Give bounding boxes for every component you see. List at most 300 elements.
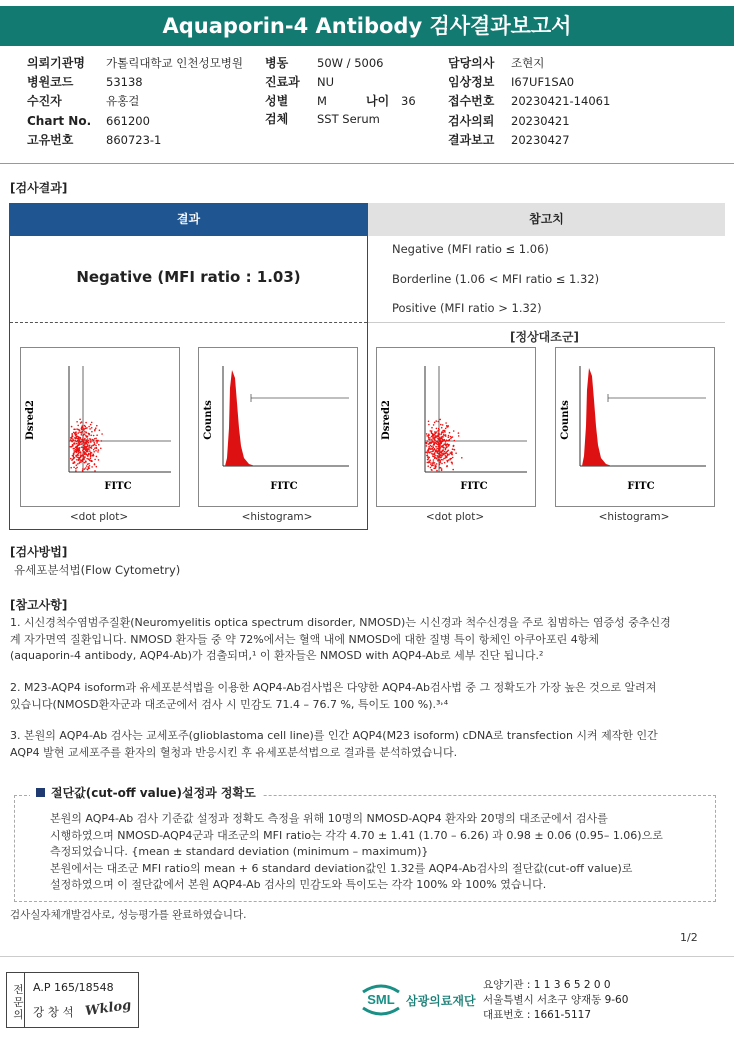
label-institution: 의뢰기관명 bbox=[27, 56, 85, 70]
plot1-caption: <dot plot> bbox=[69, 511, 129, 523]
scatter-dot bbox=[426, 452, 428, 454]
value-report-date: 20230427 bbox=[511, 133, 570, 147]
scatter-dot bbox=[437, 434, 439, 436]
scatter-dot bbox=[90, 424, 92, 426]
scatter-dot bbox=[74, 433, 76, 435]
scatter-dot bbox=[87, 444, 89, 446]
cutoff-text bbox=[50, 811, 710, 894]
scatter-dot bbox=[427, 465, 429, 467]
scatter-dot bbox=[94, 470, 96, 472]
scatter-dot bbox=[76, 467, 78, 469]
scatter-dot bbox=[76, 464, 78, 466]
scatter-dot bbox=[83, 448, 85, 450]
scatter-dot bbox=[438, 432, 440, 434]
label-age: 나이 bbox=[366, 94, 390, 108]
scatter-dot bbox=[434, 438, 436, 440]
scatter-dot bbox=[86, 458, 88, 460]
scatter-dot bbox=[428, 424, 430, 426]
scatter-dot bbox=[91, 445, 93, 447]
org-info bbox=[483, 978, 628, 1023]
scatter-dot bbox=[83, 455, 85, 457]
scatter-dot bbox=[83, 441, 85, 443]
scatter-dot bbox=[94, 464, 96, 466]
scatter-dot bbox=[101, 433, 103, 435]
scatter-dot bbox=[445, 428, 447, 430]
scatter-dot bbox=[431, 442, 433, 444]
scatter-dot bbox=[82, 428, 84, 430]
scatter-dot bbox=[454, 440, 456, 442]
scatter-dot bbox=[93, 455, 95, 457]
scatter-dot bbox=[100, 448, 102, 450]
scatter-dot bbox=[447, 440, 449, 442]
scatter-dot bbox=[443, 449, 445, 451]
scatter-dot bbox=[433, 424, 435, 426]
scatter-dot bbox=[83, 459, 85, 461]
plot2-xlabel: FITC bbox=[270, 481, 298, 492]
scatter-dot bbox=[437, 459, 439, 461]
doctor-name: 강 창 석 bbox=[33, 1005, 74, 1019]
scatter-dot bbox=[75, 449, 77, 451]
cutoff-line-5: 설정하였으며 이 절단값에서 본원 AQP4-Ab 검사의 민감도와 특이도는 각각 100% 와 100% 였습니다. bbox=[50, 878, 547, 891]
scatter-dot bbox=[76, 446, 78, 448]
scatter-dot bbox=[94, 438, 96, 440]
label-department: 진료과 bbox=[265, 75, 300, 89]
scatter-dot bbox=[434, 453, 436, 455]
scatter-dot bbox=[442, 424, 444, 426]
scatter-dot bbox=[435, 432, 437, 434]
scatter-dot bbox=[436, 458, 438, 460]
scatter-dot bbox=[77, 454, 79, 456]
scatter-dot bbox=[430, 463, 432, 465]
scatter-dot bbox=[426, 433, 428, 435]
scatter-dot bbox=[91, 452, 93, 454]
scatter-dot bbox=[84, 439, 86, 441]
scatter-dot bbox=[84, 425, 86, 427]
value-department: NU bbox=[317, 75, 335, 89]
scatter-dot bbox=[447, 450, 449, 452]
note-1-line-2: 계 자가면역 질환입니다. NMOSD 환자들 중 약 72%에서는 혈액 내에 NMOSD에 대한 질병 특이 항체인 아쿠아포린 4항체 bbox=[10, 632, 599, 646]
label-report-date: 결과보고 bbox=[448, 133, 495, 147]
scatter-dot bbox=[434, 456, 436, 458]
scatter-dot bbox=[98, 459, 100, 461]
scatter-dot bbox=[96, 466, 98, 468]
label-patient: 수진자 bbox=[27, 94, 62, 108]
scatter-dot bbox=[437, 421, 439, 423]
header-divider bbox=[0, 163, 734, 164]
scatter-dot bbox=[75, 431, 77, 433]
scatter-dot bbox=[90, 454, 92, 456]
scatter-dot bbox=[427, 456, 429, 458]
plot3-ylabel: Dsred2 bbox=[381, 400, 392, 440]
scatter-dot bbox=[451, 453, 453, 455]
note-paragraph-1 bbox=[10, 615, 725, 665]
scatter-dot bbox=[87, 441, 89, 443]
scatter-dot bbox=[431, 430, 433, 432]
scatter-dot bbox=[445, 449, 447, 451]
scatter-dot bbox=[78, 459, 80, 461]
result-value: Negative (MFI ratio : 1.03) bbox=[76, 268, 301, 286]
scatter-dot bbox=[74, 461, 76, 463]
scatter-dot bbox=[440, 455, 442, 457]
scatter-dot bbox=[436, 463, 438, 465]
cutoff-title-row bbox=[30, 784, 262, 801]
scatter-dot bbox=[440, 467, 442, 469]
scatter-dot bbox=[438, 442, 440, 444]
scatter-dot bbox=[80, 461, 82, 463]
scatter-dot bbox=[76, 459, 78, 461]
header-info bbox=[0, 55, 734, 150]
scatter-dot bbox=[90, 438, 92, 440]
scatter-dot bbox=[80, 451, 82, 453]
scatter-dot bbox=[78, 438, 80, 440]
patient-histogram bbox=[198, 347, 358, 507]
reference-header: 참고치 bbox=[368, 203, 725, 236]
scatter-dot bbox=[90, 456, 92, 458]
scatter-dot bbox=[88, 426, 90, 428]
scatter-dot bbox=[453, 430, 455, 432]
scatter-dot bbox=[71, 434, 73, 436]
cutoff-line-3: 측정되었습니다. {mean ± standard deviation (minimum – maximum)} bbox=[50, 845, 429, 858]
scatter-dot bbox=[435, 446, 437, 448]
scatter-dot bbox=[74, 451, 76, 453]
scatter-dot bbox=[95, 427, 97, 429]
scatter-dot bbox=[92, 454, 94, 456]
scatter-dot bbox=[88, 453, 90, 455]
scatter-dot bbox=[87, 469, 89, 471]
scatter-dot bbox=[438, 429, 440, 431]
scatter-dot bbox=[435, 440, 437, 442]
scatter-dot bbox=[428, 438, 430, 440]
scatter-dot bbox=[431, 440, 433, 442]
dot-cloud bbox=[425, 419, 462, 472]
value-clinical-info: I67UF1SA0 bbox=[511, 75, 575, 89]
scatter-dot bbox=[438, 439, 440, 441]
value-institution: 가톨릭대학교 인천성모병원 bbox=[106, 56, 243, 70]
scatter-dot bbox=[79, 431, 81, 433]
scatter-dot bbox=[94, 447, 96, 449]
control-histogram bbox=[555, 347, 715, 507]
scatter-dot bbox=[430, 467, 432, 469]
scatter-dot bbox=[431, 446, 433, 448]
scatter-dot bbox=[80, 460, 82, 462]
dot-plot-svg bbox=[21, 348, 179, 506]
stamp-vertical-label: 전문의 bbox=[7, 973, 25, 1027]
scatter-dot bbox=[436, 470, 438, 472]
scatter-dot bbox=[95, 450, 97, 452]
histogram-peak bbox=[225, 370, 255, 466]
value-patient: 유홍걸 bbox=[106, 94, 140, 108]
scatter-dot bbox=[89, 428, 91, 430]
scatter-dot bbox=[458, 432, 460, 434]
scatter-dot bbox=[78, 457, 80, 459]
scatter-dot bbox=[441, 436, 443, 438]
scatter-dot bbox=[91, 461, 93, 463]
scatter-dot bbox=[96, 456, 98, 458]
scatter-dot bbox=[84, 447, 86, 449]
scatter-dot bbox=[432, 463, 434, 465]
scatter-dot bbox=[85, 467, 87, 469]
notes-section-title: [참고사항] bbox=[10, 598, 68, 612]
scatter-dot bbox=[427, 462, 429, 464]
scatter-dot bbox=[78, 436, 80, 438]
scatter-dot bbox=[87, 438, 89, 440]
scatter-dot bbox=[455, 452, 457, 454]
scatter-dot bbox=[82, 431, 84, 433]
sml-logo bbox=[357, 982, 405, 1016]
scatter-dot bbox=[91, 466, 93, 468]
value-request-date: 20230421 bbox=[511, 114, 570, 128]
scatter-dot bbox=[98, 449, 100, 451]
scatter-dot bbox=[81, 434, 83, 436]
label-clinical-info: 임상정보 bbox=[448, 75, 495, 89]
scatter-dot bbox=[442, 436, 444, 438]
scatter-dot bbox=[435, 450, 437, 452]
square-bullet-icon bbox=[36, 788, 45, 797]
scatter-dot bbox=[426, 445, 428, 447]
scatter-dot bbox=[438, 456, 440, 458]
scatter-dot bbox=[80, 438, 82, 440]
scatter-dot bbox=[453, 449, 455, 451]
value-ward: 50W / 5006 bbox=[317, 56, 384, 70]
scatter-dot bbox=[82, 470, 84, 472]
label-doctor: 담당의사 bbox=[448, 56, 495, 70]
scatter-dot bbox=[76, 433, 78, 435]
scatter-dot bbox=[93, 449, 95, 451]
value-chart-no: 661200 bbox=[106, 114, 150, 128]
scatter-dot bbox=[428, 458, 430, 460]
scatter-dot bbox=[458, 435, 460, 437]
scatter-dot bbox=[70, 458, 72, 460]
scatter-dot bbox=[445, 455, 447, 457]
scatter-dot bbox=[428, 462, 430, 464]
label-specimen: 검체 bbox=[265, 112, 289, 126]
scatter-dot bbox=[443, 447, 445, 449]
plot4-caption: <histogram> bbox=[598, 511, 670, 523]
org-info-line-3: 대표번호 : 1661-5117 bbox=[483, 1009, 592, 1021]
org-info-line-2: 서울특별시 서초구 양재동 9-60 bbox=[483, 994, 629, 1006]
scatter-dot bbox=[79, 450, 81, 452]
scatter-dot bbox=[436, 435, 438, 437]
plot1-xlabel: FITC bbox=[104, 481, 132, 492]
scatter-dot bbox=[96, 442, 98, 444]
scatter-dot bbox=[434, 467, 436, 469]
scatter-dot bbox=[428, 449, 430, 451]
scatter-dot bbox=[434, 434, 436, 436]
scatter-dot bbox=[435, 465, 437, 467]
scatter-dot bbox=[83, 434, 85, 436]
scatter-dot bbox=[429, 459, 431, 461]
scatter-dot bbox=[428, 421, 430, 423]
scatter-dot bbox=[85, 454, 87, 456]
scatter-dot bbox=[84, 445, 86, 447]
scatter-dot bbox=[81, 426, 83, 428]
scatter-dot bbox=[79, 447, 81, 449]
scatter-dot bbox=[77, 448, 79, 450]
scatter-dot bbox=[441, 427, 443, 429]
scatter-dot bbox=[436, 448, 438, 450]
reference-divider bbox=[368, 322, 725, 323]
scatter-dot bbox=[432, 451, 434, 453]
scatter-dot bbox=[74, 442, 76, 444]
scatter-dot bbox=[448, 435, 450, 437]
scatter-dot bbox=[97, 440, 99, 442]
note-3-line-1: 3. 본원의 AQP4-Ab 검사는 교세포주(glioblastoma cell line)를 인간 AQP4(M23 isoform) cDNA로 transfection 시켜 제작한 인간 bbox=[10, 729, 658, 742]
scatter-dot bbox=[447, 454, 449, 456]
scatter-dot bbox=[448, 436, 450, 438]
scatter-dot bbox=[426, 455, 428, 457]
scatter-dot bbox=[441, 431, 443, 433]
scatter-dot bbox=[91, 431, 93, 433]
scatter-dot bbox=[434, 448, 436, 450]
scatter-dot bbox=[445, 442, 447, 444]
scatter-dot bbox=[84, 462, 86, 464]
scatter-dot bbox=[77, 440, 79, 442]
result-divider bbox=[10, 322, 367, 323]
value-doctor: 조현지 bbox=[511, 56, 545, 70]
scatter-dot bbox=[428, 443, 430, 445]
scatter-dot bbox=[76, 421, 78, 423]
scatter-dot bbox=[82, 468, 84, 470]
scatter-dot bbox=[78, 452, 80, 454]
histogram-svg bbox=[199, 348, 357, 506]
scatter-dot bbox=[435, 451, 437, 453]
plot2-ylabel: Counts bbox=[203, 400, 214, 440]
scatter-dot bbox=[439, 444, 441, 446]
scatter-dot bbox=[99, 430, 101, 432]
scatter-dot bbox=[72, 455, 74, 457]
scatter-dot bbox=[73, 453, 75, 455]
scatter-dot bbox=[434, 442, 436, 444]
scatter-dot bbox=[445, 422, 447, 424]
scatter-dot bbox=[77, 432, 79, 434]
scatter-dot bbox=[81, 446, 83, 448]
scatter-dot bbox=[86, 465, 88, 467]
scatter-dot bbox=[446, 465, 448, 467]
scatter-dot bbox=[96, 447, 98, 449]
plot2-caption: <histogram> bbox=[241, 511, 313, 523]
scatter-dot bbox=[445, 435, 447, 437]
scatter-dot bbox=[432, 449, 434, 451]
note-paragraph-3 bbox=[10, 728, 725, 761]
label-request-date: 검사의뢰 bbox=[448, 114, 495, 128]
scatter-dot bbox=[451, 458, 453, 460]
note-2-line-1: 2. M23-AQP4 isoform과 유세포분석법을 이용한 AQP4-Ab검사법은 다양한 AQP4-Ab검사법 중 그 정확도가 가장 높은 것으로 알려져 bbox=[10, 681, 657, 694]
plot3-xlabel: FITC bbox=[460, 481, 488, 492]
note-1-line-3: (aquaporin-4 antibody, AQP4-Ab)가 검출되며,¹ 이 환자들은 NMOSD with AQP4-Ab로 세부 진단 됩니다.² bbox=[10, 649, 544, 662]
scatter-dot bbox=[440, 433, 442, 435]
scatter-dot bbox=[88, 446, 90, 448]
scatter-dot bbox=[452, 448, 454, 450]
scatter-dot bbox=[437, 440, 439, 442]
scatter-dot bbox=[93, 435, 95, 437]
scatter-dot bbox=[74, 437, 76, 439]
scatter-dot bbox=[442, 459, 444, 461]
scatter-dot bbox=[78, 449, 80, 451]
scatter-dot bbox=[435, 420, 437, 422]
scatter-dot bbox=[86, 449, 88, 451]
scatter-dot bbox=[444, 462, 446, 464]
normal-control-label: [정상대조군] bbox=[510, 330, 579, 344]
scatter-dot bbox=[453, 445, 455, 447]
scatter-dot bbox=[85, 422, 87, 424]
value-age: 36 bbox=[401, 94, 416, 108]
method-section-title: [검사방법] bbox=[10, 545, 68, 559]
scatter-dot bbox=[78, 443, 80, 445]
scatter-dot bbox=[447, 426, 449, 428]
scatter-dot bbox=[75, 468, 77, 470]
scatter-dot bbox=[77, 463, 79, 465]
ref-negative: Negative (MFI ratio ≤ 1.06) bbox=[392, 242, 549, 256]
scatter-dot bbox=[95, 438, 97, 440]
scatter-dot bbox=[437, 457, 439, 459]
scatter-dot bbox=[98, 444, 100, 446]
scatter-dot bbox=[448, 459, 450, 461]
scatter-dot bbox=[80, 441, 82, 443]
label-receipt-no: 접수번호 bbox=[448, 94, 495, 108]
scatter-dot bbox=[73, 467, 75, 469]
scatter-dot bbox=[450, 436, 452, 438]
result-header: 결과 bbox=[9, 203, 368, 236]
scatter-dot bbox=[80, 422, 82, 424]
scatter-dot bbox=[86, 447, 88, 449]
scatter-dot bbox=[84, 442, 86, 444]
scatter-dot bbox=[433, 447, 435, 449]
scatter-dot bbox=[91, 427, 93, 429]
scatter-dot bbox=[427, 450, 429, 452]
scatter-dot bbox=[95, 445, 97, 447]
value-sex: M bbox=[317, 94, 327, 108]
scatter-dot bbox=[87, 455, 89, 457]
dot-plot-svg bbox=[377, 348, 535, 506]
scatter-dot bbox=[445, 453, 447, 455]
scatter-dot bbox=[72, 444, 74, 446]
doctor-id: A.P 165/18548 bbox=[33, 981, 114, 994]
scatter-dot bbox=[74, 457, 76, 459]
footer-divider bbox=[0, 956, 734, 957]
scatter-dot bbox=[89, 445, 91, 447]
note-2-line-2: 있습니다(NMOSD환자군과 대조군에서 검사 시 민감도 71.4 – 76.7 %, 특이도 100 %).³˒⁴ bbox=[10, 697, 449, 711]
cutoff-line-4: 본원에서는 대조군 MFI ratio의 mean + 6 standard deviation값인 1.32를 AQP4-Ab검사의 절단값(cut-off value)로 bbox=[50, 861, 633, 875]
specialist-stamp bbox=[6, 972, 139, 1028]
histogram-peak bbox=[582, 368, 612, 466]
scatter-dot bbox=[428, 446, 430, 448]
scatter-dot bbox=[82, 437, 84, 439]
scatter-dot bbox=[432, 445, 434, 447]
plot3-caption: <dot plot> bbox=[425, 511, 485, 523]
org-name: 삼광의료재단 bbox=[406, 994, 476, 1008]
scatter-dot bbox=[437, 451, 439, 453]
patient-dot-plot bbox=[20, 347, 180, 507]
scatter-dot bbox=[84, 431, 86, 433]
scatter-dot bbox=[452, 457, 454, 459]
scatter-dot bbox=[445, 444, 447, 446]
scatter-dot bbox=[444, 453, 446, 455]
scatter-dot bbox=[84, 454, 86, 456]
scatter-dot bbox=[434, 422, 436, 424]
scatter-dot bbox=[80, 432, 82, 434]
scatter-dot bbox=[84, 444, 86, 446]
scatter-dot bbox=[86, 427, 88, 429]
scatter-dot bbox=[76, 443, 78, 445]
scatter-dot bbox=[93, 451, 95, 453]
scatter-dot bbox=[449, 459, 451, 461]
scatter-dot bbox=[96, 434, 98, 436]
scatter-dot bbox=[439, 462, 441, 464]
scatter-dot bbox=[438, 449, 440, 451]
scatter-dot bbox=[83, 452, 85, 454]
scatter-dot bbox=[437, 445, 439, 447]
results-section-title: [검사결과] bbox=[10, 181, 68, 195]
